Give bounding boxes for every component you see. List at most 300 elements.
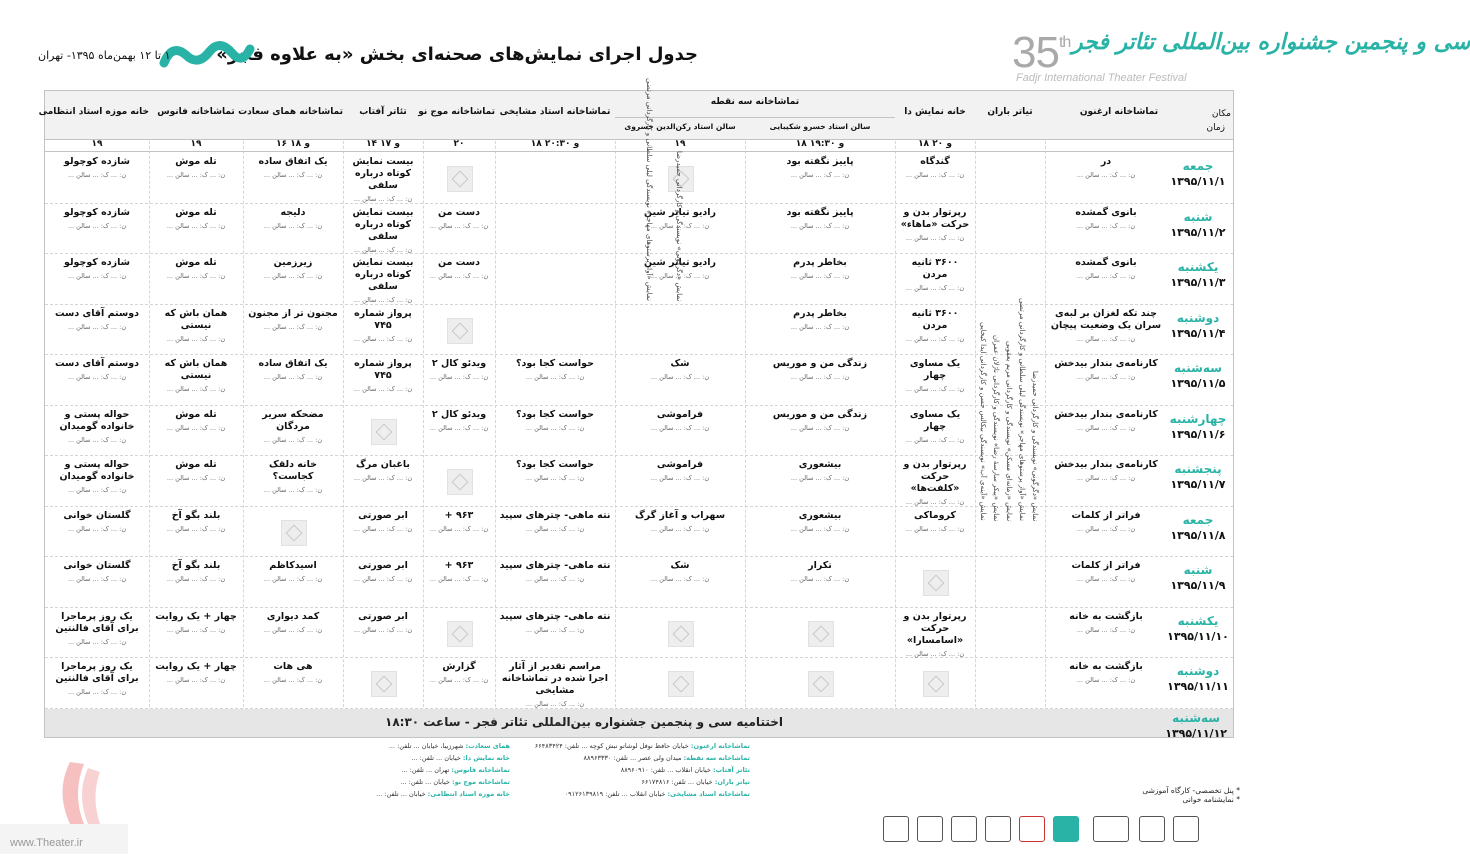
performance-credits: ن: ... ک: ... سالن ... — [790, 322, 850, 331]
row-divider — [45, 506, 1233, 507]
performance-title: همان باش که نیستی — [164, 307, 228, 331]
performance-title: ابر صورتی — [358, 560, 408, 571]
performance-credits: ن: ... ک: ... سالن ... — [263, 435, 323, 444]
performance-credits: ن: ... ک: ... سالن ... — [353, 524, 413, 533]
row-divider — [45, 607, 1233, 608]
performance-title: کارنامه‌ی بندار بیدخش — [1054, 358, 1158, 369]
venue-header: تماشاخانه موج نو — [418, 107, 495, 117]
venue-address-text: تهران ... تلفن: ... — [401, 766, 450, 774]
performance-cell — [153, 661, 239, 706]
subvenue-header: سالن استاد رکن‌الدین خسروی — [624, 122, 736, 131]
performance-title: بیشعوری — [798, 509, 842, 521]
performance-cell — [49, 207, 145, 252]
performance-cell — [899, 358, 971, 403]
performance-credits: ن: ... ک: ... سالن ... — [429, 423, 489, 432]
day-name: یکشنبه — [1177, 613, 1219, 628]
performance-title: شک — [670, 560, 690, 571]
venue-address-name: همای سعادت: — [465, 742, 510, 750]
performance-credits: ن: ... ک: ... سالن ... — [263, 221, 323, 230]
performance-credits: ن: ... ک: ... سالن ... — [790, 474, 850, 482]
performance-title: نته ماهی- چترهای سپید — [499, 610, 611, 622]
day-label — [1167, 311, 1229, 340]
performance-credits: ن: ... ک: ... سالن ... — [67, 272, 127, 280]
theater-ir-logo — [0, 754, 128, 854]
performance-cell — [49, 459, 145, 504]
day-name: جمعه — [1182, 159, 1214, 173]
performance-cell — [899, 257, 971, 302]
performance-cell — [749, 358, 891, 403]
sponsor-logo — [951, 816, 977, 842]
performance-cell — [247, 308, 339, 353]
performance-title: ۳۶۰۰ ثانیه مردن — [911, 257, 959, 280]
performance-cell — [427, 358, 491, 403]
performance-credits: ن: ... ک: ... سالن ... — [166, 474, 226, 482]
performance-title: حواست کجا بود؟ — [516, 408, 594, 420]
day-name: سه‌شنبه — [1174, 361, 1222, 375]
time-cell: ۱۹ — [190, 139, 202, 149]
performance-title: فراتر از کلمات — [1071, 509, 1141, 521]
sponsor-logo — [1093, 816, 1129, 842]
performance-credits: ن: ... ک: ... سالن ... — [790, 423, 850, 432]
performance-cell — [153, 409, 239, 454]
venue-header: خانه موزه استاد انتظامی — [38, 107, 149, 117]
performance-credits: ن: ... ک: ... سالن ... — [429, 373, 489, 381]
performance-title: یک اتفاق ساده — [258, 358, 328, 369]
performance-cell — [619, 560, 741, 605]
time-cell: ۱۸ و ۲۰:۳۰ — [530, 139, 580, 149]
time-cell: ۱۶ و ۱۸ — [276, 139, 310, 149]
performance-title: زیرزمین — [273, 257, 313, 268]
empty-slot-mark — [371, 671, 397, 697]
performance-credits: ن: ... ک: ... سالن ... — [650, 575, 710, 583]
row-divider — [45, 304, 1233, 305]
row-divider — [45, 556, 1233, 557]
performance-cell — [427, 257, 491, 302]
venue-address — [150, 742, 510, 750]
performance-credits: ن: ... ک: ... سالن ... — [525, 524, 585, 533]
performance-credits: ن: ... ک: ... سالن ... — [166, 221, 226, 230]
empty-slot-mark — [447, 166, 473, 192]
venue-address-text: خیابان ... تلفن: ... — [400, 778, 450, 786]
vertical-note: نمایش «آواز پرستوهای مهاجر» نویسندگی لیلی سلطانی و کارگردانی مرتضی — [1018, 298, 1026, 521]
performance-cell — [153, 257, 239, 302]
performance-title: پاییز نگفته بود — [786, 156, 854, 167]
performance-title: بلند بگو آخ — [171, 560, 221, 571]
performance-title: در — [1100, 156, 1112, 167]
performance-title: یک روز پرماجرا برای آقای فالنتین — [55, 610, 139, 634]
performance-credits: ن: ... ک: ... سالن ... — [429, 221, 489, 230]
venue-address-name: تئاتر آفتاب: — [713, 766, 750, 774]
performance-title: سهراب و آغاز گرگ — [634, 509, 726, 521]
performance-cell — [153, 510, 239, 555]
performance-title: شازده کوچولو — [64, 156, 130, 167]
performance-credits: ن: ... ک: ... سالن ... — [790, 221, 850, 230]
performance-credits: ن: ... ک: ... سالن ... — [67, 688, 127, 696]
performance-credits: ن: ... ک: ... سالن ... — [650, 524, 710, 533]
closing-row — [45, 709, 1233, 740]
subvenue-divider — [615, 117, 895, 118]
performance-credits: ن: ... ک: ... سالن ... — [166, 575, 226, 583]
performance-credits: ن: ... ک: ... سالن ... — [905, 435, 965, 444]
day-label — [1167, 513, 1229, 542]
performance-title: ابر صورتی — [358, 610, 408, 622]
venue-address — [150, 790, 510, 798]
column-divider — [615, 91, 616, 737]
performance-cell — [749, 207, 891, 252]
performance-title: دست من — [437, 206, 480, 218]
day-label — [1167, 614, 1229, 643]
day-label — [1167, 159, 1229, 188]
performance-cell — [153, 611, 239, 656]
performance-cell — [899, 611, 971, 656]
logo-title: سی و پنجمین جشنواره بین‌المللی تئاتر فجر — [1072, 30, 1470, 55]
performance-title: رپرتوار بدن و حرکت «ماهاء» — [900, 206, 970, 230]
day-date: ۱۳۹۵/۱۱/۷ — [1170, 478, 1226, 491]
performance-cell — [49, 409, 145, 454]
performance-credits: ن: ... ک: ... سالن ... — [429, 524, 489, 533]
performance-credits: ن: ... ک: ... سالن ... — [263, 373, 323, 381]
venue-address-name: تماشاخانه ارغنون: — [690, 742, 750, 750]
performance-cell — [1049, 257, 1163, 302]
day-date: ۱۳۹۵/۱۱/۳ — [1170, 276, 1226, 289]
performance-credits: ن: ... ک: ... سالن ... — [525, 700, 585, 708]
performance-credits: ن: ... ک: ... سالن ... — [263, 171, 323, 179]
performance-credits: ن: ... ک: ... سالن ... — [166, 676, 226, 684]
performance-title: ۳۶۰۰ ثانیه مردن — [911, 307, 959, 331]
performance-cell — [153, 207, 239, 252]
performance-credits: ن: ... ک: ... سالن ... — [263, 575, 323, 583]
performance-credits: ن: ... ک: ... سالن ... — [905, 233, 965, 242]
empty-slot-mark — [808, 671, 834, 697]
page-header — [0, 0, 1470, 88]
performance-cell — [619, 510, 741, 555]
performance-cell — [347, 611, 419, 656]
performance-credits: ن: ... ک: ... سالن ... — [650, 474, 710, 482]
performance-credits: ن: ... ک: ... سالن ... — [1076, 524, 1136, 533]
performance-title: کارنامه‌ی بندار بیدخش — [1054, 459, 1158, 470]
venue-address-text: خیابان انقلاب ... تلفن: ۸۸۹۶۰۹۱۰ — [620, 766, 711, 774]
performance-title: بازگشت به خانه — [1069, 661, 1143, 672]
column-divider — [149, 91, 150, 737]
performance-title: دست من — [437, 257, 480, 268]
venue-header: تماشاخانه همای سعادت — [238, 107, 343, 117]
performance-cell — [1049, 661, 1163, 706]
venue-address-name: تماشاخانه سه نقطه: — [683, 754, 750, 762]
performance-credits: ن: ... ک: ... سالن ... — [905, 649, 965, 658]
closing-ceremony: اختتامیه سی و پنجمین جشنواره بین‌المللی تئاتر فجر - ساعت ۱۸:۳۰ — [385, 715, 783, 729]
venue-address-text: خیابان ... تلفن: ۶۶۱۷۴۸۱۶ — [641, 778, 713, 786]
performance-credits: ن: ... ک: ... سالن ... — [166, 524, 226, 533]
performance-cell — [427, 510, 491, 555]
time-cell: ۱۸ و ۱۹:۳۰ — [795, 139, 845, 149]
performance-title: گلستان خوانی — [63, 560, 131, 571]
day-name: دوشنبه — [1176, 664, 1220, 678]
performance-cell — [499, 611, 611, 656]
performance-credits: ن: ... ک: ... سالن ... — [650, 373, 710, 381]
performance-credits: ن: ... ک: ... سالن ... — [353, 334, 413, 343]
performance-cell — [749, 257, 891, 302]
venue-address-name: تماشاخانه موج نو: — [451, 778, 510, 786]
performance-title: دوستم آقای دست — [54, 307, 140, 319]
performance-title: بانوی گمشده — [1075, 257, 1137, 268]
performance-title: یک مساوی چهار — [909, 408, 961, 432]
subvenue-header: سالن استاد خسرو شکیبایی — [769, 122, 871, 131]
performance-cell — [899, 510, 971, 555]
performance-credits: ن: ... ک: ... سالن ... — [353, 195, 413, 203]
performance-credits: ن: ... ک: ... سالن ... — [429, 272, 489, 280]
performance-cell — [619, 358, 741, 403]
performance-title: فراموشی — [656, 408, 704, 420]
performance-title: رپرتوار بدن و حرکت «اسامسارا» — [903, 610, 967, 646]
performance-credits: ن: ... ک: ... سالن ... — [905, 284, 965, 292]
sponsor-logo — [883, 816, 909, 842]
venue-address-name: تماشاخانه استاد مشایخی: — [667, 790, 750, 798]
row-divider — [45, 657, 1233, 658]
performance-title: بیست نمایش کوتاه درباره سلفی — [352, 156, 414, 191]
performance-title: تله موش — [175, 459, 217, 470]
performance-cell — [749, 560, 891, 605]
performance-credits: ن: ... ک: ... سالن ... — [905, 385, 965, 393]
performance-cell — [347, 207, 419, 252]
performance-cell — [347, 459, 419, 504]
performance-cell — [1049, 510, 1163, 555]
performance-credits: ن: ... ک: ... سالن ... — [790, 373, 850, 381]
performance-credits: ن: ... ک: ... سالن ... — [650, 272, 710, 280]
day-label — [1167, 412, 1229, 441]
performance-title: شازده کوچولو — [64, 257, 130, 268]
time-cell: ۱۴ و ۱۷ — [366, 139, 400, 149]
performance-cell — [749, 156, 891, 201]
day-date: ۱۳۹۵/۱۱/۱ — [1170, 175, 1226, 188]
performance-credits: ن: ... ک: ... سالن ... — [1076, 625, 1136, 634]
row-divider — [45, 253, 1233, 254]
performance-credits: ن: ... ک: ... سالن ... — [1076, 272, 1136, 280]
svg-text:www.Theater.ir: www.Theater.ir — [10, 837, 83, 849]
row-divider — [45, 203, 1233, 204]
performance-title: زندگی من و موریس — [772, 408, 868, 420]
performance-title: بیشعوری — [798, 459, 842, 470]
performance-title: فراموشی — [656, 459, 704, 470]
performance-title: ۹۶۳ + — [444, 509, 474, 521]
legend-item: * پنل تخصصی- کارگاه آموزشی — [1142, 786, 1240, 795]
legend — [1142, 786, 1240, 804]
performance-credits: ن: ... ک: ... سالن ... — [905, 524, 965, 533]
day-name: شنبه — [1183, 563, 1213, 577]
performance-title: باغبان مرگ — [355, 459, 410, 470]
time-cell: ۱۸ و ۲۰ — [918, 139, 952, 149]
venue-address-text: خیابان ... تلفن: ... — [376, 790, 426, 798]
performance-credits: ن: ... ک: ... سالن ... — [353, 245, 413, 254]
performance-title: بخاطر پدرم — [793, 257, 847, 268]
venue-address-name: خانه موزه استاد انتظامی: — [427, 790, 510, 798]
venue-header: تماشاخانه سه نقطه — [710, 97, 800, 107]
empty-slot-mark — [923, 570, 949, 596]
performance-cell — [1049, 207, 1163, 252]
page-footer — [0, 738, 1280, 862]
performance-cell — [153, 308, 239, 353]
performance-title: دوستم آقای دست — [54, 358, 140, 369]
performance-credits: ن: ... ک: ... سالن ... — [67, 486, 127, 494]
performance-title: ویدئو کال ۲ — [431, 408, 487, 420]
day-label — [1167, 210, 1229, 239]
day-name: چهارشنبه — [1169, 411, 1227, 426]
performance-credits: ن: ... ک: ... سالن ... — [1076, 423, 1136, 432]
column-divider — [975, 91, 976, 737]
performance-cell — [1049, 459, 1163, 504]
performance-title: حواست کجا بود؟ — [516, 459, 594, 470]
venue-header: تیاتر باران — [987, 107, 1033, 117]
venue-address-text: خیابان ... تلفن: ... — [411, 754, 461, 762]
performance-cell — [499, 459, 611, 504]
column-divider — [343, 91, 344, 737]
performance-credits: ن: ... ک: ... سالن ... — [905, 171, 965, 179]
performance-title: ۹۶۳ + — [444, 560, 474, 571]
performance-title: گزارش — [442, 661, 476, 672]
performance-credits: ن: ... ک: ... سالن ... — [429, 676, 489, 684]
column-divider — [895, 91, 896, 737]
performance-credits: ن: ... ک: ... سالن ... — [67, 171, 127, 179]
column-divider — [243, 91, 244, 737]
day-name: دوشنبه — [1176, 310, 1220, 325]
venue-address-text: خیابان انقلاب ... تلفن: ۰۹۱۲۶۱۳۹۸۱۹ — [564, 790, 666, 798]
performance-title: تله موش — [175, 257, 217, 268]
performance-credits: ن: ... ک: ... سالن ... — [525, 474, 585, 482]
performance-title: چهار + یک روایت — [155, 661, 237, 672]
corner-place-label: مکان — [1211, 109, 1231, 119]
performance-title: فراتر از کلمات — [1071, 560, 1141, 571]
performance-cell — [499, 409, 611, 454]
performance-credits: ن: ... ک: ... سالن ... — [166, 171, 226, 179]
performance-cell — [49, 611, 145, 656]
column-divider — [423, 91, 424, 737]
performance-cell — [499, 358, 611, 403]
venue-address — [150, 778, 510, 786]
performance-title: یک مساوی چهار — [909, 358, 961, 381]
day-date: ۱۳۹۵/۱۱/۴ — [1170, 326, 1226, 340]
sponsor-logo — [1053, 816, 1079, 842]
performance-title: زندگی من و موریس — [772, 358, 868, 369]
performance-credits: ن: ... ک: ... سالن ... — [1076, 171, 1136, 179]
performance-credits: ن: ... ک: ... سالن ... — [166, 272, 226, 280]
day-name: یکشنبه — [1177, 260, 1219, 274]
empty-slot-mark — [447, 318, 473, 344]
performance-credits: ن: ... ک: ... سالن ... — [353, 625, 413, 634]
performance-title: همان باش که نیستی — [164, 358, 228, 381]
performance-credits: ن: ... ک: ... سالن ... — [67, 322, 127, 331]
performance-title: کروماکی — [914, 509, 956, 521]
logo-number: 35th — [1012, 28, 1071, 77]
day-date: ۱۳۹۵/۱۱/۶ — [1170, 427, 1226, 441]
performance-title: بلند بگو آخ — [171, 509, 221, 521]
venue-header: تئاتر آفتاب — [359, 107, 407, 117]
performance-credits: ن: ... ک: ... سالن ... — [67, 435, 127, 444]
date-range: ۱ تا ۱۲ بهمن‌ماه ۱۳۹۵- تهران — [38, 49, 171, 62]
performance-title: گلستان خوانی — [63, 509, 131, 521]
day-label — [1167, 260, 1229, 289]
performance-title: نته ماهی- چترهای سپید — [499, 509, 611, 521]
venue-address — [150, 754, 510, 762]
performance-cell — [247, 156, 339, 201]
performance-title: پرواز شماره ۷۴۵ — [354, 358, 412, 381]
page-title: جدول اجرای نمایش‌های صحنه‌ای بخش «به علاوه فجر» — [216, 44, 698, 65]
performance-cell — [247, 560, 339, 605]
empty-slot-mark — [281, 520, 307, 546]
performance-title: بیست نمایش کوتاه درباره سلفی — [352, 257, 414, 292]
column-divider — [745, 91, 746, 737]
performance-credits: ن: ... ک: ... سالن ... — [525, 373, 585, 381]
performance-title: یک روز پرماجرا برای آقای فالنتین — [55, 661, 139, 684]
performance-credits: ن: ... ک: ... سالن ... — [263, 676, 323, 684]
empty-slot-mark — [923, 671, 949, 697]
performance-credits: ن: ... ک: ... سالن ... — [353, 296, 413, 304]
performance-cell — [1049, 611, 1163, 656]
performance-cell — [247, 257, 339, 302]
venue-address-text: میدان ولی عصر ... تلفن: ۸۸۹۶۳۳۳۰ — [583, 754, 682, 762]
performance-title: پاییز نگفته بود — [786, 206, 854, 218]
empty-slot-mark — [447, 469, 473, 495]
performance-credits: ن: ... ک: ... سالن ... — [790, 524, 850, 533]
column-divider — [495, 91, 496, 737]
vertical-note: نمایش «دگرگونی» نویسندگی و کارگردانی حمیدرضا — [1031, 370, 1039, 521]
column-divider — [1045, 91, 1046, 737]
sponsor-logo — [1173, 816, 1199, 842]
day-date: ۱۳۹۵/۱۱/۸ — [1170, 528, 1226, 542]
performance-title: بانوی گمشده — [1075, 206, 1137, 218]
performance-cell — [749, 510, 891, 555]
performance-cell — [49, 560, 145, 605]
sponsor-logo — [917, 816, 943, 842]
performance-cell — [899, 459, 971, 504]
row-divider — [45, 455, 1233, 456]
performance-title: ابر صورتی — [358, 509, 408, 521]
vertical-note: نمایش «آینه‌ی آب» نویسندگی بیکالس‌ حسن و کارگردانی ایدا کیخایی — [979, 322, 987, 521]
vertical-note: نمایش «پیکر سارسهٔ رضا» نویسندگی و کارگردانی ناژلان عمران — [992, 334, 1000, 521]
performance-cell — [1049, 156, 1163, 201]
performance-title: کارنامه‌ی بندار بیدخش — [1054, 408, 1158, 420]
performance-cell — [347, 358, 419, 403]
performance-cell — [247, 661, 339, 706]
performance-credits: ن: ... ک: ... سالن ... — [429, 575, 489, 583]
performance-cell — [347, 308, 419, 353]
performance-credits: ن: ... ک: ... سالن ... — [905, 498, 965, 506]
empty-slot-mark — [668, 671, 694, 697]
time-cell: ۱۹ — [674, 139, 686, 149]
performance-credits: ن: ... ک: ... سالن ... — [1076, 334, 1136, 343]
day-date: ۱۳۹۵/۱۱/۵ — [1170, 377, 1226, 390]
venue-address — [150, 766, 510, 774]
plus-fajr-icon — [158, 37, 254, 75]
performance-cell — [499, 510, 611, 555]
performance-cell — [1049, 358, 1163, 403]
performance-title: رادیو تیاتر شین — [644, 206, 716, 218]
vertical-note: نمایش «آواز پرستوهای مهاجر» نویسندگی لیلی سلطانی و کارگردانی مرتضی — [645, 78, 653, 301]
performance-credits: ن: ... ک: ... سالن ... — [790, 272, 850, 280]
performance-title: اسیدکاظم — [269, 560, 317, 571]
performance-cell — [749, 459, 891, 504]
performance-credits: ن: ... ک: ... سالن ... — [905, 334, 965, 343]
performance-cell — [427, 560, 491, 605]
performance-title: مجنون تر از مجنون — [248, 307, 338, 319]
performance-credits: ن: ... ک: ... سالن ... — [166, 625, 226, 634]
venue-header: تماشاخانه ارغنون — [1079, 107, 1159, 117]
performance-credits: ن: ... ک: ... سالن ... — [67, 524, 127, 533]
performance-cell — [347, 510, 419, 555]
performance-title: پرواز شماره ۷۴۵ — [354, 307, 412, 331]
performance-title: رپرتوار بدن و حرکت «کلفت‌ها» — [903, 459, 967, 494]
performance-cell — [1049, 560, 1163, 605]
performance-cell — [899, 207, 971, 252]
performance-cell — [49, 358, 145, 403]
